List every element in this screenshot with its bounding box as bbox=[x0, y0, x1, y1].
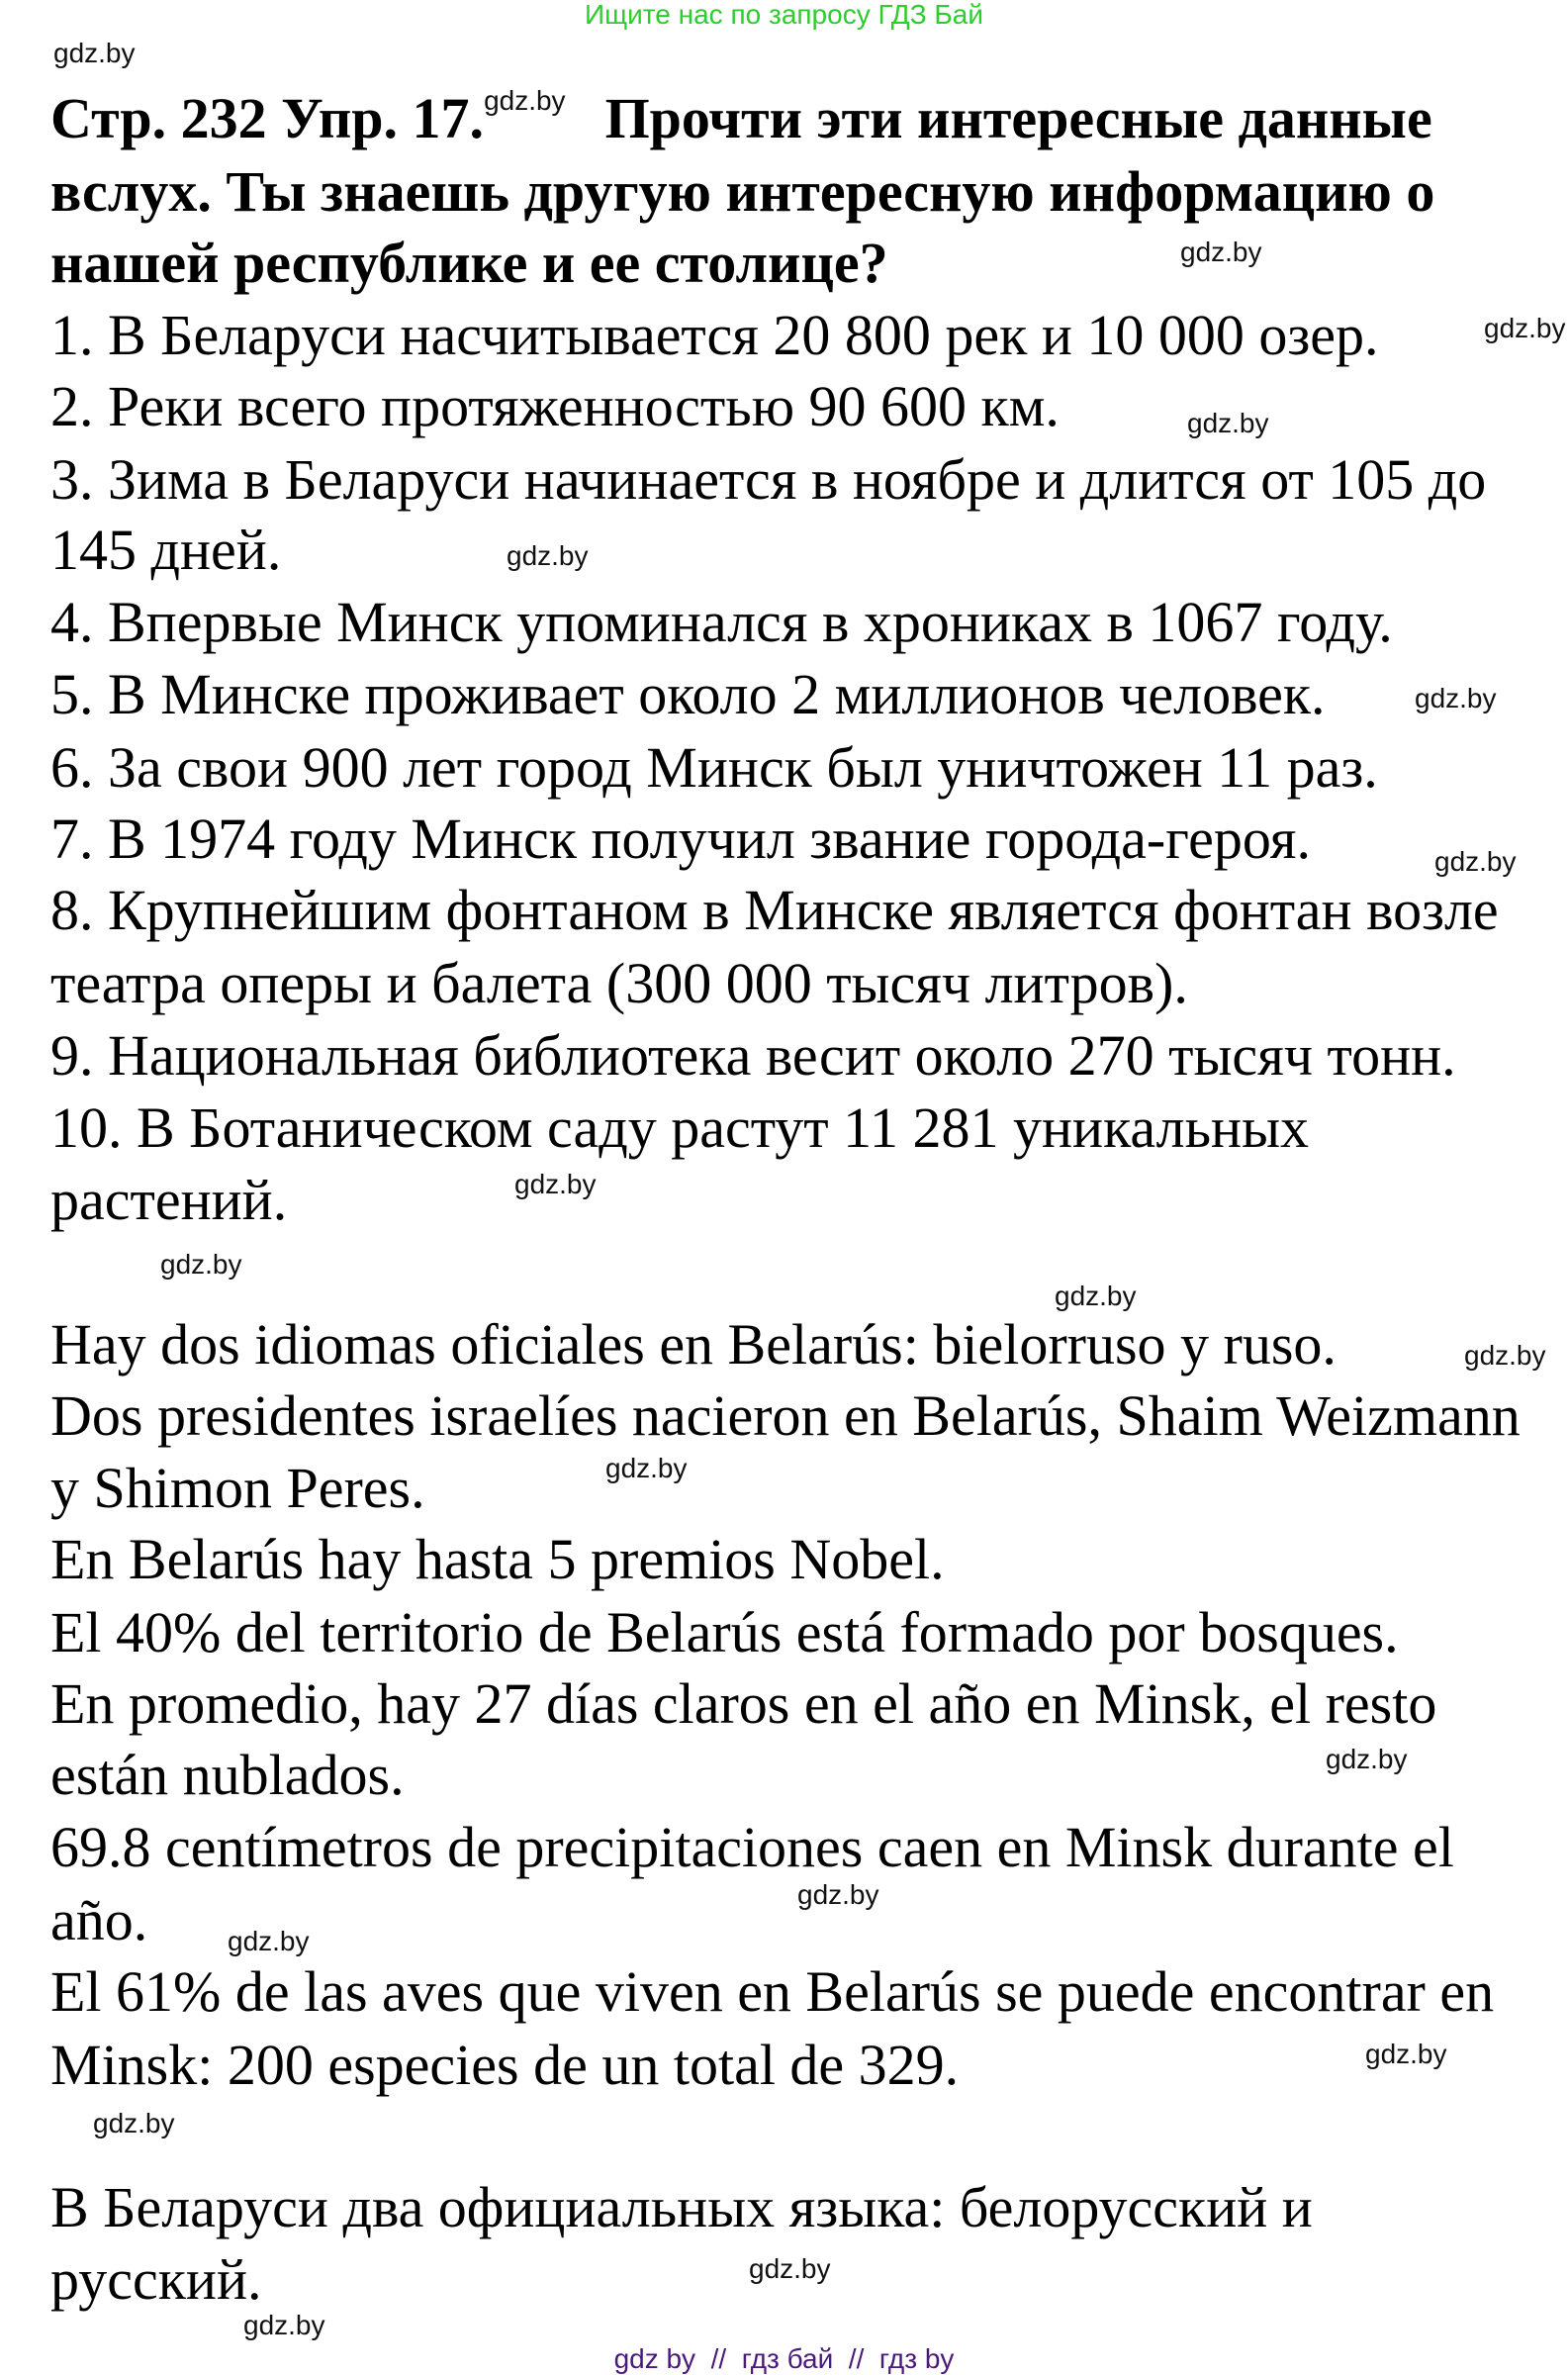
fact-es-line: año. bbox=[50, 1888, 148, 1952]
watermark: gdz.by bbox=[1326, 1744, 1408, 1774]
fact-line: 3. Зима в Беларуси начинается в ноябре и длится от 105 до bbox=[50, 447, 1487, 512]
watermark: gdz.by bbox=[1180, 237, 1262, 267]
fact-line: 145 дней. bbox=[50, 518, 282, 582]
fact-line: 2. Реки всего протяженностью 90 600 км. bbox=[50, 374, 1060, 438]
answer-line: русский. bbox=[50, 2247, 262, 2312]
watermark: gdz.by bbox=[605, 1453, 688, 1483]
fact-es-line: Hay dos idiomas oficiales en Belarús: bielorruso y ruso. bbox=[50, 1312, 1337, 1377]
watermark: gdz.by bbox=[243, 2310, 325, 2340]
fact-es-line: 69.8 centímetros de precipitaciones caen en Minsk durante el bbox=[50, 1815, 1454, 1879]
watermark: gdz.by bbox=[1187, 408, 1269, 438]
fact-es-line: El 40% del territorio de Belarús está formado por bosques. bbox=[50, 1600, 1399, 1664]
footer-links: gdz by // гдз бай // гдз by bbox=[613, 2343, 955, 2374]
watermark: gdz.by bbox=[484, 85, 566, 116]
fact-es-line: Minsk: 200 especies de un total de 329. bbox=[50, 2033, 960, 2097]
watermark: gdz.by bbox=[507, 540, 589, 571]
title-line-2: вслух. Ты знаешь другую интересную информацию о bbox=[50, 159, 1435, 224]
fact-line: 4. Впервые Минск упоминался в хрониках в 1067 году. bbox=[50, 590, 1393, 654]
fact-line: 5. В Минске проживает около 2 миллионов человек. bbox=[50, 662, 1326, 726]
fact-es-line: En promedio, hay 27 días claros en el año en Minsk, el resto bbox=[50, 1671, 1437, 1736]
fact-line: 1. В Беларуси насчитывается 20 800 рек и 10 000 озер. bbox=[50, 303, 1379, 367]
watermark: gdz.by bbox=[53, 38, 136, 68]
watermark: gdz.by bbox=[797, 1879, 879, 1910]
watermark: gdz.by bbox=[93, 2108, 175, 2138]
fact-line: 6. За свои 900 лет город Минск был уничтожен 11 раз. bbox=[50, 735, 1378, 800]
fact-line: растений. bbox=[50, 1168, 288, 1232]
watermark: gdz.by bbox=[228, 1926, 310, 1956]
title-text: Прочти эти интересные данные bbox=[604, 86, 1432, 150]
answer-line: В Беларуси два официальных языка: белорусский и bbox=[50, 2175, 1313, 2239]
title-line-1 bbox=[50, 82, 1432, 155]
watermark: gdz.by bbox=[1484, 313, 1566, 343]
fact-line: 8. Крупнейшим фонтаном в Минске является фонтан возле bbox=[50, 878, 1499, 942]
fact-line: 9. Национальная библиотека весит около 270 тысяч тонн. bbox=[50, 1023, 1456, 1088]
watermark: gdz.by bbox=[749, 2253, 831, 2284]
fact-line: 10. В Ботаническом саду растут 11 281 уникальных bbox=[50, 1095, 1310, 1160]
watermark: gdz.by bbox=[1434, 846, 1517, 877]
fact-line: театра оперы и балета (300 000 тысяч литров). bbox=[50, 951, 1188, 1015]
fact-es-line: Dos presidentes israelíes nacieron en Belarús, Shaim Weizmann bbox=[50, 1383, 1521, 1448]
watermark: gdz.by bbox=[1055, 1281, 1137, 1311]
fact-es-line: En Belarús hay hasta 5 premios Nobel. bbox=[50, 1527, 945, 1591]
watermark: gdz.by bbox=[1365, 2039, 1447, 2069]
watermark: gdz.by bbox=[160, 1249, 242, 1280]
title-line-3: нашей республике и ее столице? bbox=[50, 231, 888, 295]
exercise-ref: Стр. 232 Упр. 17. bbox=[50, 86, 485, 150]
search-banner: Ищите нас по запросу ГДЗ Бай bbox=[584, 0, 984, 30]
fact-line: 7. В 1974 году Минск получил звание города-героя. bbox=[50, 807, 1311, 871]
fact-es-line: y Shimon Peres. bbox=[50, 1456, 425, 1520]
watermark: gdz.by bbox=[514, 1169, 597, 1199]
watermark: gdz.by bbox=[1464, 1340, 1546, 1371]
watermark: gdz.by bbox=[1415, 683, 1497, 713]
fact-es-line: están nublados. bbox=[50, 1743, 405, 1807]
fact-es-line: El 61% de las aves que viven en Belarús se puede encontrar en bbox=[50, 1959, 1495, 2024]
